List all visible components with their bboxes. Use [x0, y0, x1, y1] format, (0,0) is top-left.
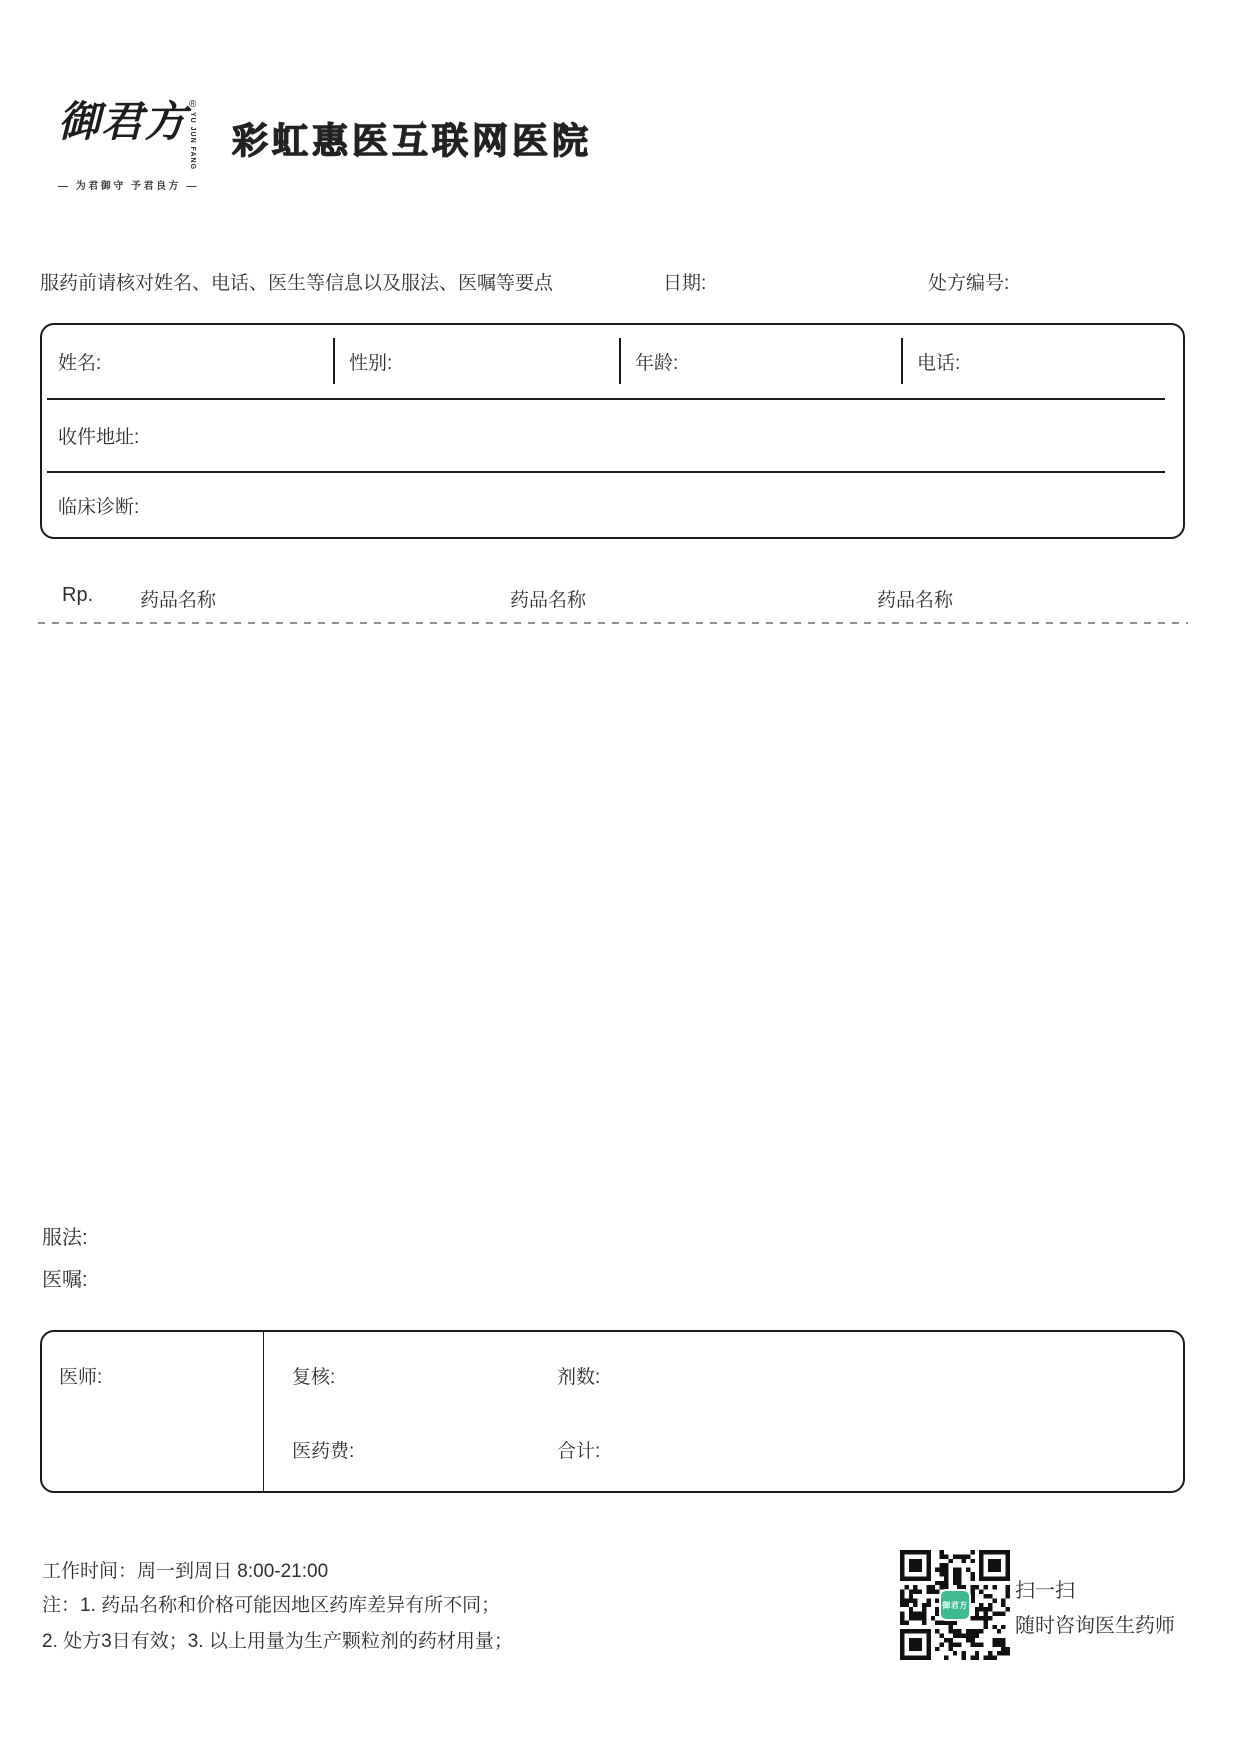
doctor-field: [42, 1332, 264, 1491]
fee-row: [292, 1436, 1183, 1463]
drug-column-header: 药品名称: [140, 590, 217, 611]
date-label: 日期:: [663, 273, 707, 294]
qr-code: [900, 1550, 1010, 1660]
note-line-1: 注：1. 药品名称和价格可能因地区药库差异有所不同；: [42, 1595, 501, 1616]
sign-off-box: [40, 1330, 1185, 1493]
name-field: [42, 325, 333, 398]
note-line-2: 2. 处方3日有效；3. 以上用量为生产颗粒剂的药材用量；: [42, 1631, 513, 1652]
name-label: 姓名:: [58, 353, 102, 374]
dashed-divider: [38, 622, 1188, 624]
address-field: [42, 400, 1183, 471]
drug-column-header: 药品名称: [510, 590, 587, 611]
registered-trademark-icon: ®: [189, 99, 197, 110]
hospital-name: 彩虹惠医互联网医院: [232, 120, 593, 161]
advice-label: 医嘱:: [42, 1269, 88, 1291]
address-label: 收件地址:: [58, 427, 140, 448]
review-label: 复核:: [292, 1367, 336, 1388]
dose-count-label: 剂数:: [557, 1367, 601, 1388]
scan-title: 扫一扫: [1015, 1580, 1075, 1602]
review-section: [264, 1332, 1183, 1491]
review-row: [292, 1362, 1183, 1389]
pre-check-notice: 服药前请核对姓名、电话、医生等信息以及服法、医嘱等要点: [40, 273, 554, 294]
work-hours-text: 工作时间：周一到周日 8:00-21:00: [42, 1561, 329, 1582]
phone-field: [901, 325, 1183, 398]
scan-subtitle: 随时咨询医生药师: [1015, 1615, 1175, 1637]
brand-logo: [58, 97, 208, 193]
total-label: 合计:: [557, 1441, 601, 1462]
diagnosis-field: [42, 473, 1183, 537]
medicine-fee-label: 医药费:: [292, 1441, 355, 1462]
gender-field: [333, 325, 619, 398]
patient-info-box: [40, 323, 1185, 539]
logo-tagline: — 为君御守 予君良方 —: [58, 181, 199, 193]
patient-identity-row: [42, 325, 1183, 398]
logo-vertical-text: YU JUN FANG: [189, 112, 197, 171]
logo-text: 御君方: [58, 97, 188, 146]
drug-column-header: 药品名称: [877, 590, 954, 611]
usage-label: 服法:: [42, 1227, 88, 1249]
gender-label: 性别:: [349, 353, 393, 374]
rp-label: Rp.: [62, 584, 94, 606]
rx-number-label: 处方编号:: [928, 273, 1010, 294]
phone-label: 电话:: [917, 353, 961, 374]
qr-center-badge: 御君方: [939, 1589, 971, 1621]
age-label: 年龄:: [635, 353, 679, 374]
doctor-label: 医师:: [59, 1367, 103, 1388]
age-field: [619, 325, 901, 398]
diagnosis-label: 临床诊断:: [58, 496, 140, 518]
